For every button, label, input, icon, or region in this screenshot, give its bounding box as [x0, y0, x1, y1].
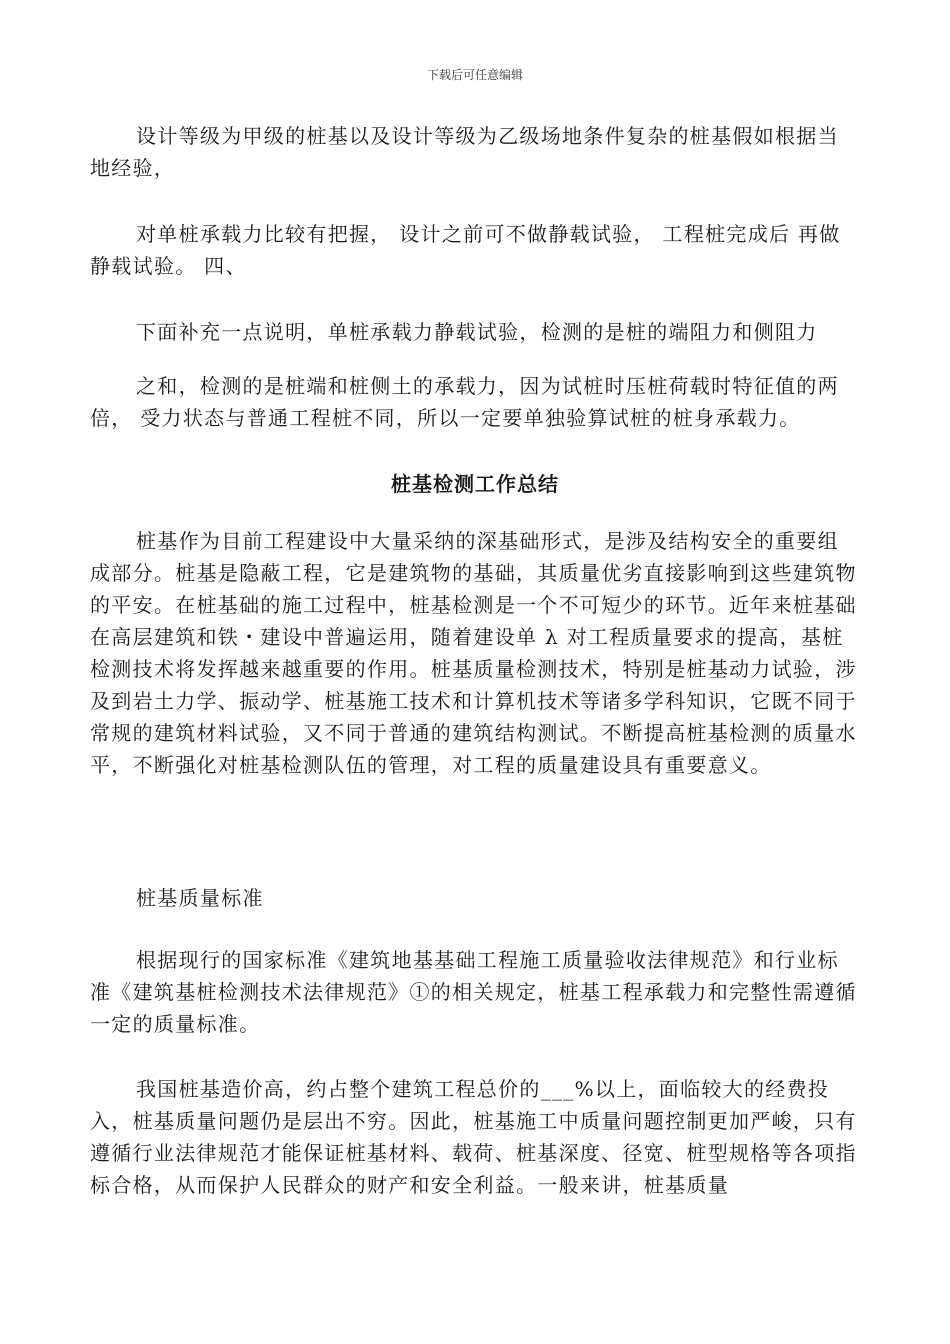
- paragraph-supplement: 下面补充一点说明，单桩承载力静载试验，检测的是桩的端阻力和侧阻力: [136, 320, 818, 344]
- page-header: 下载后可任意编辑: [426, 68, 523, 82]
- section-title: 桩基检测工作总结: [391, 472, 559, 496]
- subheading-quality-standard: 桩基质量标准: [136, 886, 264, 910]
- paragraph-standards: 根据现行的国家标准《建筑地基基础工程施工质量验收法律规范》和行业标准《建筑基桩检测技术法律规范》①的相关规定，桩基工程承载力和完整性需遵循一定的质量标准。: [90, 948, 857, 1036]
- paragraph-bearing-capacity: 之和，检测的是桩端和桩侧土的承载力，因为试桩时压桩荷载时特征值的两倍， 受力状态与普通工程桩不同，所以一定要单独验算试桩的桩身承载力。: [90, 374, 839, 430]
- paragraph-cost: 我国桩基造价高，约占整个建筑工程总价的___%以上，面临较大的经费投入，桩基质量问题仍是层出不穷。因此，桩基施工中质量问题控制更加严峻，只有遵循行业法律规范才能保证桩基材料、载荷、桩基深度、径宽、桩型规格等各项指标合格，从而保护人民群众的财产和安全利益。一般来讲，桩基质量: [90, 1077, 857, 1197]
- paragraph-intro: 桩基作为目前工程建设中大量采纳的深基础形式，是涉及结构安全的重要组成部分。桩基是隐蔽工程，它是建筑物的基础，其质量优劣直接影响到这些建筑物的平安。在桩基础的施工过程中，桩基检测是一个不可短少的环节。近年来桩基础在高层建筑和铁・建设中普遍运用，随着建设单 λ 对工程质量要求的提高，基桩检测技术将发挥越来越重要的作用。桩基质量检测技术，特别是桩基动力试验，涉及到岩土力学、振动学、桩基施工技术和计算机技术等诸多学科知识，它既不同于常规的建筑材料试验，又不同于普通的建筑结构测试。不断提高桩基检测的质量水平，不断强化对桩基检测队伍的管理，对工程的质量建设具有重要意义。: [90, 529, 857, 777]
- paragraph-static-test: 对单桩承载力比较有把握， 设计之前可不做静载试验， 工程桩完成后 再做静载试验。 四、: [90, 222, 841, 278]
- paragraph-design-grade: 设计等级为甲级的桩基以及设计等级为乙级场地条件复杂的桩基假如根据当地经验，: [90, 124, 839, 180]
